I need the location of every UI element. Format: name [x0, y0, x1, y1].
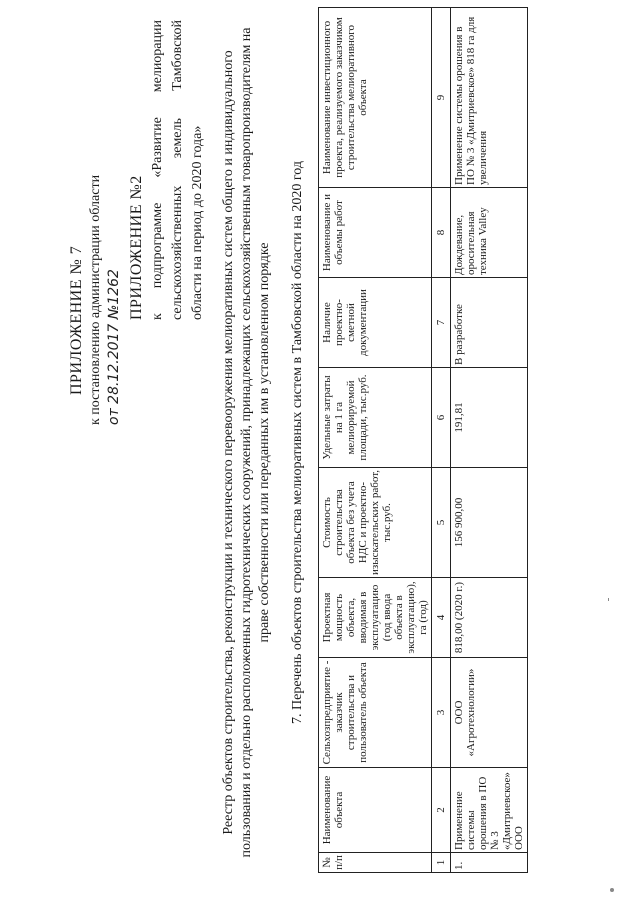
- scan-dot: [610, 888, 614, 892]
- row-num-cell: 1.: [451, 853, 528, 873]
- header-cell: № п/п: [319, 853, 432, 873]
- annex2-subtitle: к подпрограмме «Развитие мелиорации сельскохозяйственных земель Тамбовской области на период до 2020 года»: [150, 20, 205, 320]
- header-cell: Наименование инвестиционного проекта, реализуемого заказчиком строительства мелиоративного объекта: [319, 8, 432, 188]
- header-cell: Наименование объекта: [319, 768, 432, 853]
- number-cell: 1: [432, 853, 451, 873]
- row-name-cell: Применение системы орошения в ПО № 3 «Дмитриевское» ООО: [451, 768, 528, 853]
- row-unit-cost-cell: 191,81: [451, 368, 528, 468]
- number-cell: 7: [432, 278, 451, 368]
- annex2-title: ПРИЛОЖЕНИЕ №2: [128, 175, 145, 320]
- objects-table: [318, 7, 528, 873]
- number-cell: 9: [432, 8, 451, 188]
- number-cell: 4: [432, 578, 451, 658]
- table-number-row: [432, 8, 451, 873]
- number-cell: 2: [432, 768, 451, 853]
- handwritten-signature: от 28.12.2017 №1262: [106, 269, 122, 425]
- header-cell: Наличие проектно-сметной документации: [319, 278, 432, 368]
- row-cost-cell: 156 900,00: [451, 468, 528, 578]
- registry-title: Реестр объектов строительства, реконструкции и технического перевооружения мелиоративных систем общего и индивидуального пользования и отдельно расположенных гидротехнических сооружений, принадлежащих сельскохозяйственным товаропроизводителям на праве собственности или переданных им в установленном порядке: [221, 27, 272, 858]
- row-works-cell: Дождевание, оросительная техника Valley: [451, 188, 528, 278]
- number-cell: 8: [432, 188, 451, 278]
- number-cell: 3: [432, 658, 451, 768]
- header-cell: Сельхозпредприятие - заказчик строительства и пользователь объекта: [319, 658, 432, 768]
- list-title: 7. Перечень объектов строительства мелиоративных систем в Тамбовской области на 2020 год: [290, 161, 305, 724]
- number-cell: 6: [432, 368, 451, 468]
- header-cell: Стоимость строительства объекта без учета НДС и проектно-изыскательских работ, тыс.руб.: [319, 468, 432, 578]
- scan-tick: [608, 598, 609, 601]
- header-cell: Удельные затраты на 1 га мелиорируемой площади, тыс.руб.: [319, 368, 432, 468]
- row-project-cell: Применение системы орошения в ПО № 3 «Дмитриевское» 818 га для увеличения: [451, 8, 528, 188]
- row-capacity-cell: 818,00 (2020 г.): [451, 578, 528, 658]
- annex-subtitle: к постановлению администрации области: [88, 174, 103, 425]
- header-cell: Проектная мощность объекта, вводимая в эксплуатацию (год ввода объекта в эксплуатацию), га (год): [319, 578, 432, 658]
- annex-title: ПРИЛОЖЕНИЕ № 7: [68, 245, 85, 395]
- header-cell: Наименование и объемы работ: [319, 188, 432, 278]
- number-cell: 5: [432, 468, 451, 578]
- table-header-row: [319, 8, 432, 873]
- rotated-content: [10, 10, 630, 895]
- row-docs-cell: В разработке: [451, 278, 528, 368]
- row-customer-cell: ООО «Агротехнологии»: [451, 658, 528, 768]
- table-row: [451, 8, 528, 873]
